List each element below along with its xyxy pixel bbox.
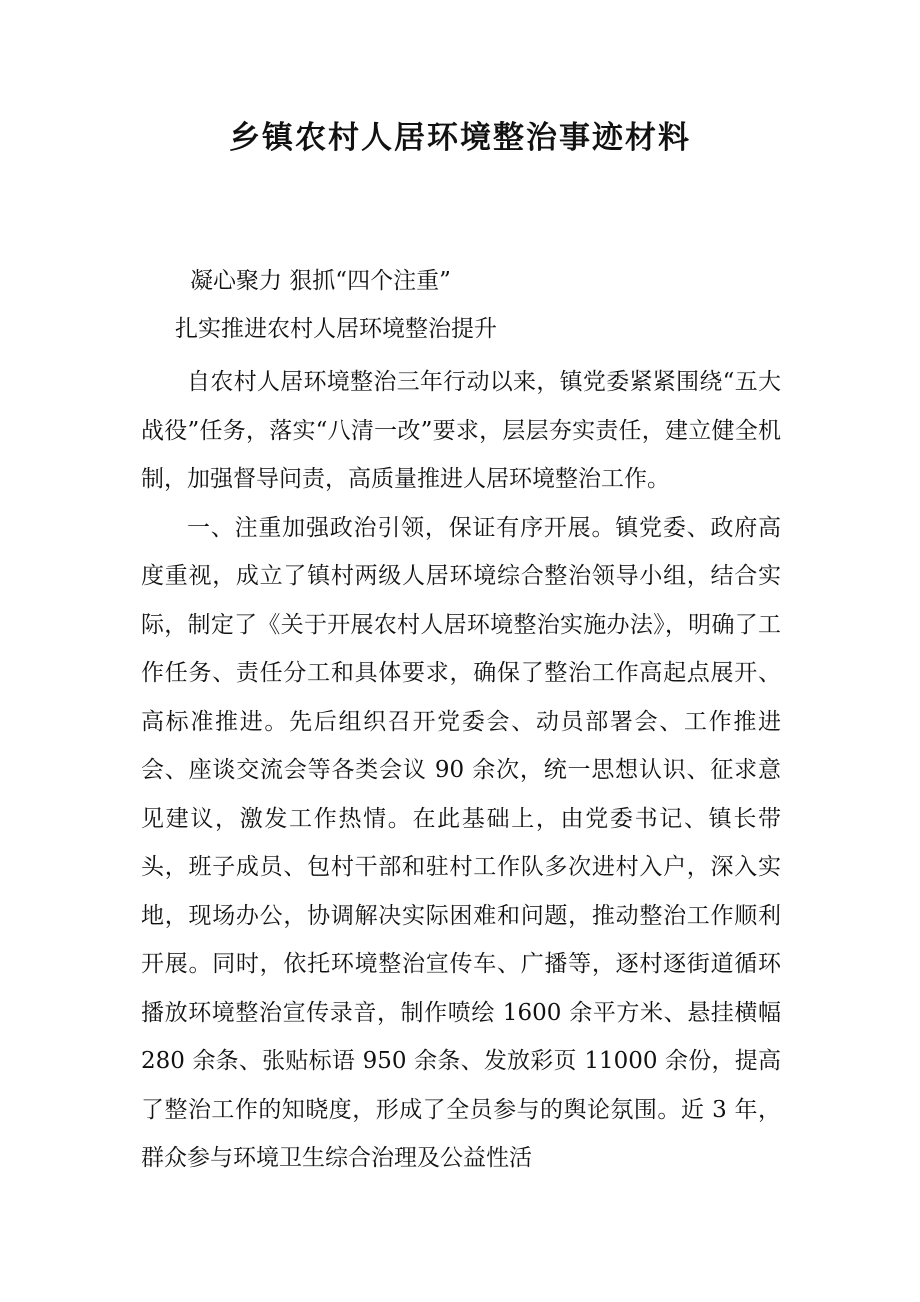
document-title: 乡镇农村人居环境整治事迹材料 bbox=[229, 120, 691, 156]
paragraph-section-1: 一、注重加强政治引领，保证有序开展。镇党委、政府高度重视，成立了镇村两级人居环境综合整治领导小组，结合实际，制定了《关于开展农村人居环境整治实施办法》，明确了工作任务、责任分工和具体要求，确保了整治工作高起点展开、高标准推进。先后组织召开党委会、动员部署会、工作推进会、座谈交流会等各类会议 90 余次，统一思想认识、征求意见建议，激发工作热情。在此基础上，由党委书记、镇长带头，班子成员、包村干部和驻村工作队多次进村入户，深入实地，现场办公，协调解决实际困难和问题，推动整治工作顺利开展。同时，依托环境整治宣传车、广播等，逐村逐街道循环播放环境整治宣传录音，制作喷绘 1600 余平方米、悬挂横幅 280 余条、张贴标语 950 余条、发放彩页 11000 余份，提高了整治工作的知晓度，形成了全员参与的舆论氛围。近 3 年，群众参与环境卫生综合治理及公益性活 bbox=[141, 514, 781, 1171]
subtitle-line-1: 凝心聚力 狠抓“四个注重” bbox=[190, 268, 451, 294]
paragraph-intro: 自农村人居环境整治三年行动以来，镇党委紧紧围绕“五大战役”任务，落实“八清一改”要求，层层夯实责任，建立健全机制，加强督导问责，高质量推进人居环境整治工作。 bbox=[141, 369, 781, 492]
body-text bbox=[141, 358, 781, 1183]
subtitle-line-2: 扎实推进农村人居环境整治提升 bbox=[175, 316, 497, 342]
